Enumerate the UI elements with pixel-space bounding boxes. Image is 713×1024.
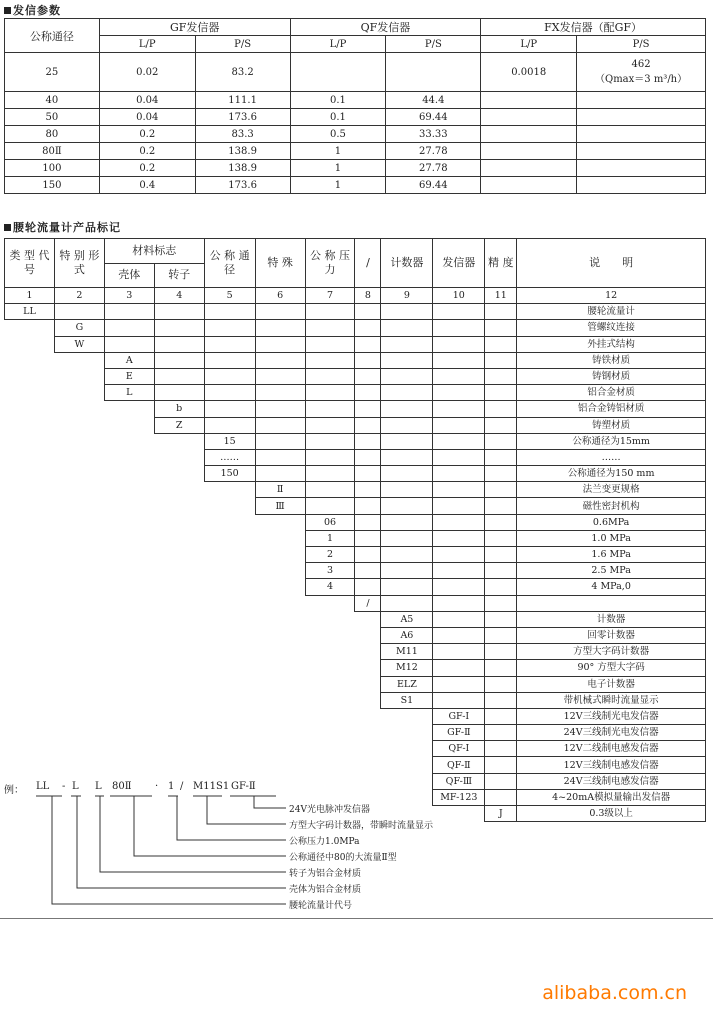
cell-gf-lp: 0.2 [99,143,195,160]
column-number: 8 [355,288,381,304]
cell-code: 150 [204,466,255,482]
cell-description: 90° 方型大字码 [517,660,706,676]
cell-description: 铸钢材质 [517,368,706,384]
cell-dn: 100 [5,160,100,177]
cell-code: QF-Ⅱ [433,757,485,773]
cell-description: 24V三线制光电发信器 [517,725,706,741]
column-number: 9 [381,288,433,304]
cell-description: 4 MPa,0 [517,579,706,595]
section-title: 发信参数 [13,4,61,17]
hdr-counter: 计数器 [381,239,433,288]
cell-code: Ⅲ [255,498,305,514]
example-code-rotor: L [95,781,102,792]
column-number: 10 [433,288,485,304]
cell-gf-lp: 0.02 [99,53,195,92]
cell-fx-lp: 0.0018 [481,53,577,92]
cell-code: A [104,352,154,368]
example-code-transmitter: GF-Ⅱ [231,781,256,792]
cell-code: W [54,336,104,352]
cell-code: 4 [305,579,355,595]
group-qf: QF发信器 [290,19,481,36]
cell-code: 3 [305,563,355,579]
cell-code: M12 [381,660,433,676]
hdr-shell: 壳体 [104,263,154,288]
cell-qf-lp: 1 [290,177,386,194]
cell-code: …… [204,449,255,465]
cell-dn: 150 [5,177,100,194]
cell-description: 12V三线制电感发信器 [517,757,706,773]
cell-description: 2.5 MPa [517,563,706,579]
column-number: 4 [154,288,204,304]
cell-description: 铸铁材质 [517,352,706,368]
hdr-type-code: 类 型 代 号 [5,239,55,288]
example-label: 公称通径中80的大流量Ⅱ型 [289,853,397,863]
hdr-special: 特 殊 [255,239,305,288]
example-label: 公称压力1.0MPa [289,837,360,847]
example-prefix: 例： [4,785,24,796]
column-number: 2 [54,288,104,304]
cell-qf-lp: 0.1 [290,92,386,109]
cell-gf-ps: 138.9 [195,160,290,177]
cell-qf-lp: 0.5 [290,126,386,143]
cell-description: 24V三线制电感发信器 [517,773,706,789]
cell-dn: 80 [5,126,100,143]
cell-description: 管螺纹连接 [517,320,706,336]
cell-dn: 25 [5,53,100,92]
example-label: 转子为铝合金材质 [289,869,362,879]
cell-gf-ps: 83.2 [195,53,290,92]
cell-code: 1 [305,530,355,546]
cell-qf-ps: 33.33 [386,126,481,143]
example-label: 24V光电脉冲发信器 [289,805,370,815]
group-fx: FX发信器（配GF） [481,19,706,36]
cell-code: / [355,595,381,611]
hdr-description: 说 明 [517,239,706,288]
cell-description: 4~20mA模拟量输出发信器 [517,789,706,805]
sub-lp: L/P [99,36,195,53]
hdr-material: 材料标志 [104,239,204,264]
column-number: 11 [485,288,517,304]
cell-description: 1.6 MPa [517,547,706,563]
example-label: 壳体为铝合金材质 [289,885,362,895]
cell-gf-lp: 0.2 [99,160,195,177]
cell-value: 462 [631,59,651,70]
cell-dn: 40 [5,92,100,109]
cell-dn: 50 [5,109,100,126]
cell-code: A5 [381,611,433,627]
example-dot: · [155,781,159,792]
column-number: 3 [104,288,154,304]
cell-qf-lp: 1 [290,160,386,177]
example-code-counter: M11S1 [193,781,230,792]
cell-gf-lp: 0.04 [99,92,195,109]
cell-gf-ps: 173.6 [195,109,290,126]
section-title: 腰轮流量计产品标记 [13,221,121,234]
cell-description: 12V三线制光电发信器 [517,708,706,724]
cell-note: （Qmax＝3 m³/h） [595,74,688,85]
example-dash: - [62,781,66,792]
cell-code: b [154,401,204,417]
cell-qf-ps: 69.44 [386,177,481,194]
example-code-pressure: 1 [168,781,175,792]
cell-description: 铸塑材质 [517,417,706,433]
cell-gf-ps: 173.6 [195,177,290,194]
col-nominal-diameter: 公称通径 [5,19,100,53]
example-label: 腰轮流量计代号 [289,901,353,911]
cell-description: 公称通径为150 mm [517,466,706,482]
column-number: 7 [305,288,355,304]
cell-code: 06 [305,514,355,530]
cell-code: 2 [305,547,355,563]
cell-gf-ps: 83.3 [195,126,290,143]
cell-description: 0.3级以上 [517,806,706,822]
cell-code: 15 [204,433,255,449]
cell-description: 外挂式结构 [517,336,706,352]
cell-qf-ps: 27.78 [386,143,481,160]
cell-description: 方型大字码计数器 [517,644,706,660]
hdr-transmitter: 发信器 [433,239,485,288]
cell-code: GF-Ⅰ [433,708,485,724]
cell-gf-lp: 0.4 [99,177,195,194]
sub-ps: P/S [195,36,290,53]
cell-description: 铝合金材质 [517,385,706,401]
sub-ps: P/S [577,36,706,53]
cell-qf-ps: 69.44 [386,109,481,126]
example-code-shell: L [72,781,79,792]
cell-code: L [104,385,154,401]
column-number: 6 [255,288,305,304]
example-slash: / [180,781,184,792]
cell-dn: 80Ⅱ [5,143,100,160]
cell-code: E [104,368,154,384]
cell-code: ELZ [381,676,433,692]
cell-gf-ps: 111.1 [195,92,290,109]
cell-code: LL [5,304,55,320]
cell-description: 腰轮流量计 [517,304,706,320]
cell-description: 回零计数器 [517,627,706,643]
cell-description: 法兰变更规格 [517,482,706,498]
hdr-slash: / [355,239,381,288]
cell-code: MF-123 [433,789,485,805]
cell-code: M11 [381,644,433,660]
cell-code: S1 [381,692,433,708]
cell-description: 0.6MPa [517,514,706,530]
column-number: 12 [517,288,706,304]
cell-gf-ps: 138.9 [195,143,290,160]
sub-ps: P/S [386,36,481,53]
hdr-rotor: 转子 [154,263,204,288]
cell-description: 12V二线制电感发信器 [517,741,706,757]
cell-description: …… [517,449,706,465]
cell-gf-lp: 0.2 [99,126,195,143]
cell-description: 带机械式瞬时流量显示 [517,692,706,708]
example-code-diameter: 80Ⅱ [112,781,132,792]
cell-qf-lp: 0.1 [290,109,386,126]
cell-qf-ps: 44.4 [386,92,481,109]
cell-code: QF-Ⅰ [433,741,485,757]
cell-description: 计数器 [517,611,706,627]
example-label: 方型大字码计数器，带瞬时流量显示 [289,821,434,831]
hdr-nominal-pressure: 公 称 压 力 [305,239,355,288]
cell-code: J [485,806,517,822]
cell-code: G [54,320,104,336]
hdr-accuracy: 精 度 [485,239,517,288]
cell-code: GF-Ⅱ [433,725,485,741]
cell-description: 公称通径为15mm [517,433,706,449]
cell-qf-ps: 27.78 [386,160,481,177]
cell-qf-lp: 1 [290,143,386,160]
hdr-nominal-diameter: 公 称 通 径 [204,239,255,288]
cell-code: A6 [381,627,433,643]
cell-description: 1.0 MPa [517,530,706,546]
cell-code: Ⅱ [255,482,305,498]
cell-description: 磁性密封机构 [517,498,706,514]
cell-code: QF-Ⅲ [433,773,485,789]
cell-code: Z [154,417,204,433]
column-number: 1 [5,288,55,304]
sub-lp: L/P [290,36,386,53]
cell-description: 电子计数器 [517,676,706,692]
group-gf: GF发信器 [99,19,290,36]
cell-description: 铝合金铸铝材质 [517,401,706,417]
hdr-special-form: 特 别 形 式 [54,239,104,288]
watermark: alibaba.com.cn [542,982,687,1004]
divider [0,918,713,919]
column-number: 5 [204,288,255,304]
sub-lp: L/P [481,36,577,53]
cell-gf-lp: 0.04 [99,109,195,126]
example-code-ll: LL [36,781,50,792]
